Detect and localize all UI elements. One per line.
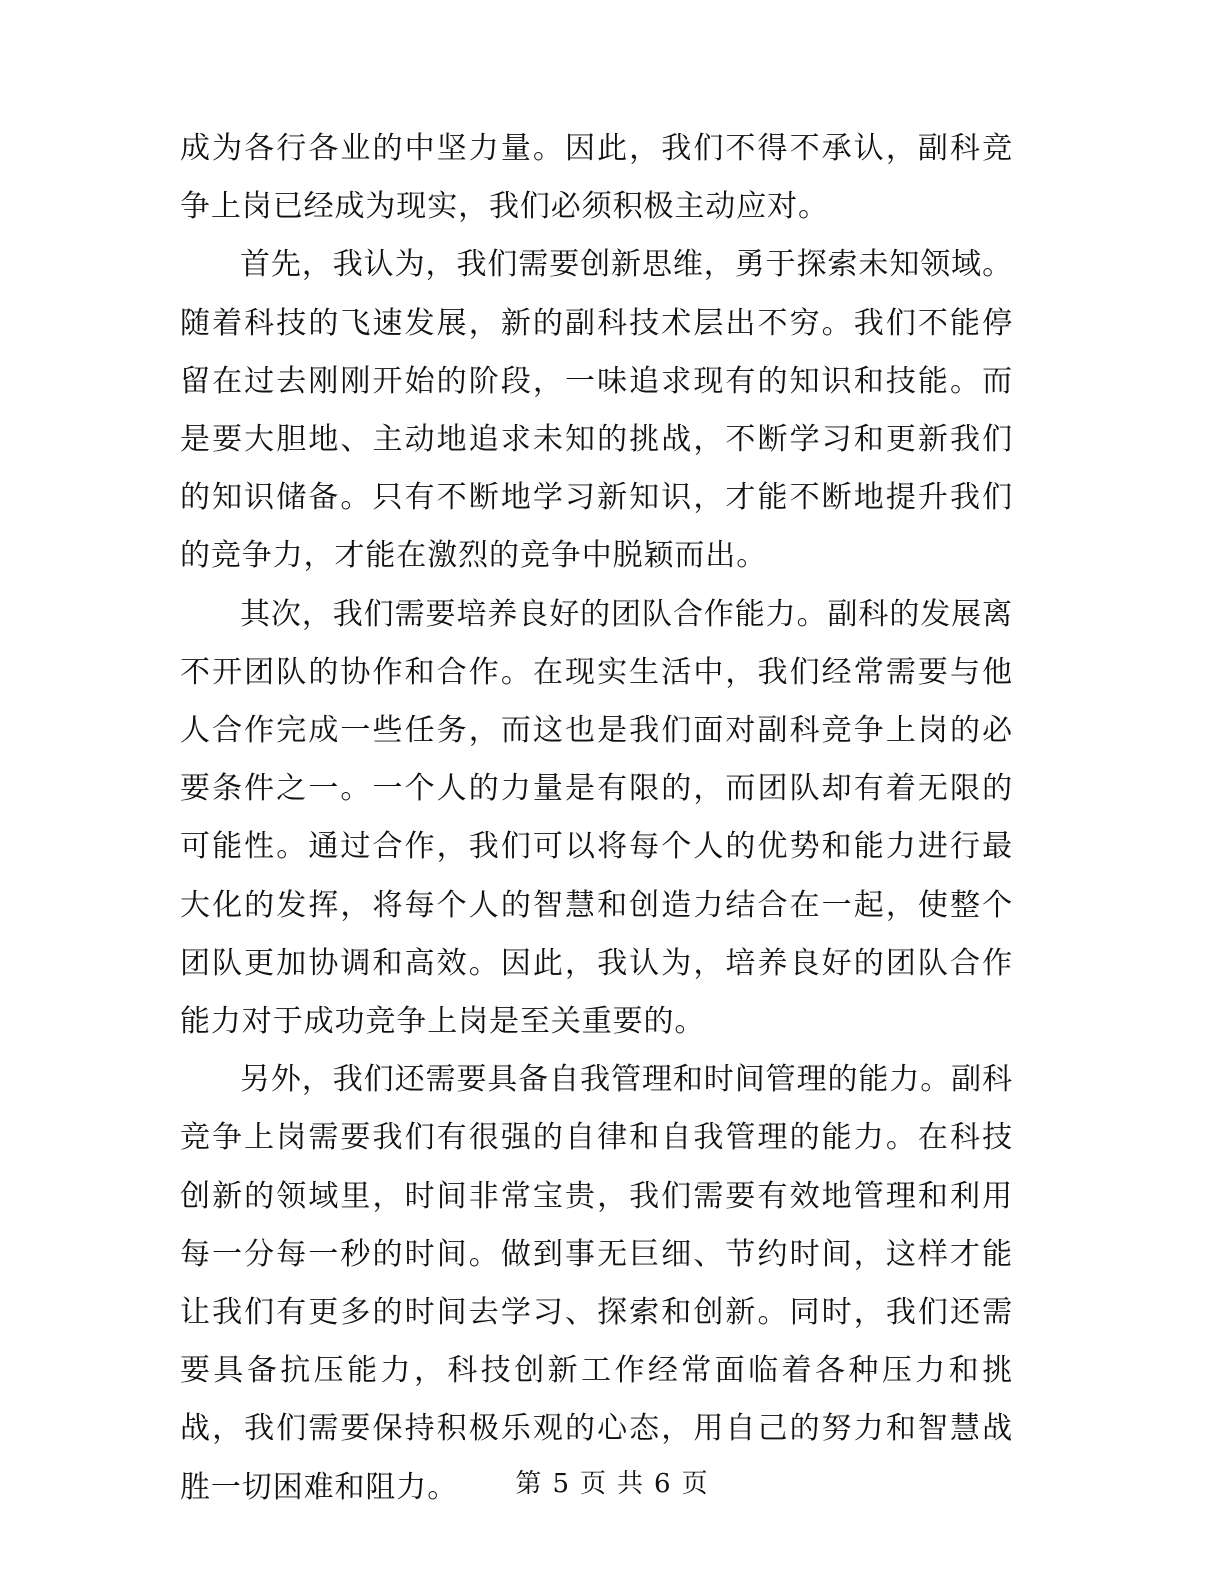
footer-prefix: 第	[515, 1469, 543, 1499]
page-footer	[0, 1468, 1224, 1500]
footer-page-word: 页	[579, 1469, 607, 1499]
paragraph: 其次，我们需要培养良好的团队合作能力。副科的发展离不开团队的协作和合作。在现实生活中，我们经常需要与他人合作完成一些任务，而这也是我们面对副科竞争上岗的必要条件之一。一个人的力量是有限的，而团队却有着无限的可能性。通过合作，我们可以将每个人的优势和能力进行最大化的发挥，将每个人的智慧和创造力结合在一起，使整个团队更加协调和高效。因此，我认为，培养良好的团队合作能力对于成功竞争上岗是至关重要的。	[180, 596, 1013, 1040]
footer-suffix: 页	[681, 1469, 709, 1499]
total-pages-number: 6	[654, 1469, 672, 1499]
body-text	[180, 120, 1013, 1517]
footer-total-word: 共	[617, 1469, 645, 1499]
paragraph: 另外，我们还需要具备自我管理和时间管理的能力。副科竞争上岗需要我们有很强的自律和自我管理的能力。在科技创新的领域里，时间非常宝贵，我们需要有效地管理和利用每一分每一秒的时间。做到事无巨细、节约时间，这样才能让我们有更多的时间去学习、探索和创新。同时，我们还需要具备抗压能力，科技创新工作经常面临着各种压力和挑战，我们需要保持积极乐观的心态，用自己的努力和智慧战胜一切困难和阻力。	[180, 1062, 1013, 1505]
current-page-number: 5	[552, 1469, 570, 1499]
paragraph: 成为各行各业的中坚力量。因此，我们不得不承认，副科竞争上岗已经成为现实，我们必须积极主动应对。	[180, 131, 1013, 225]
paragraph: 首先，我认为，我们需要创新思维，勇于探索未知领域。随着科技的飞速发展，新的副科技术层出不穷。我们不能停留在过去刚刚开始的阶段，一味追求现有的知识和技能。而是要大胆地、主动地追求未知的挑战，不断学习和更新我们的知识储备。只有不断地学习新知识，才能不断地提升我们的竞争力，才能在激烈的竞争中脱颖而出。	[180, 247, 1013, 574]
